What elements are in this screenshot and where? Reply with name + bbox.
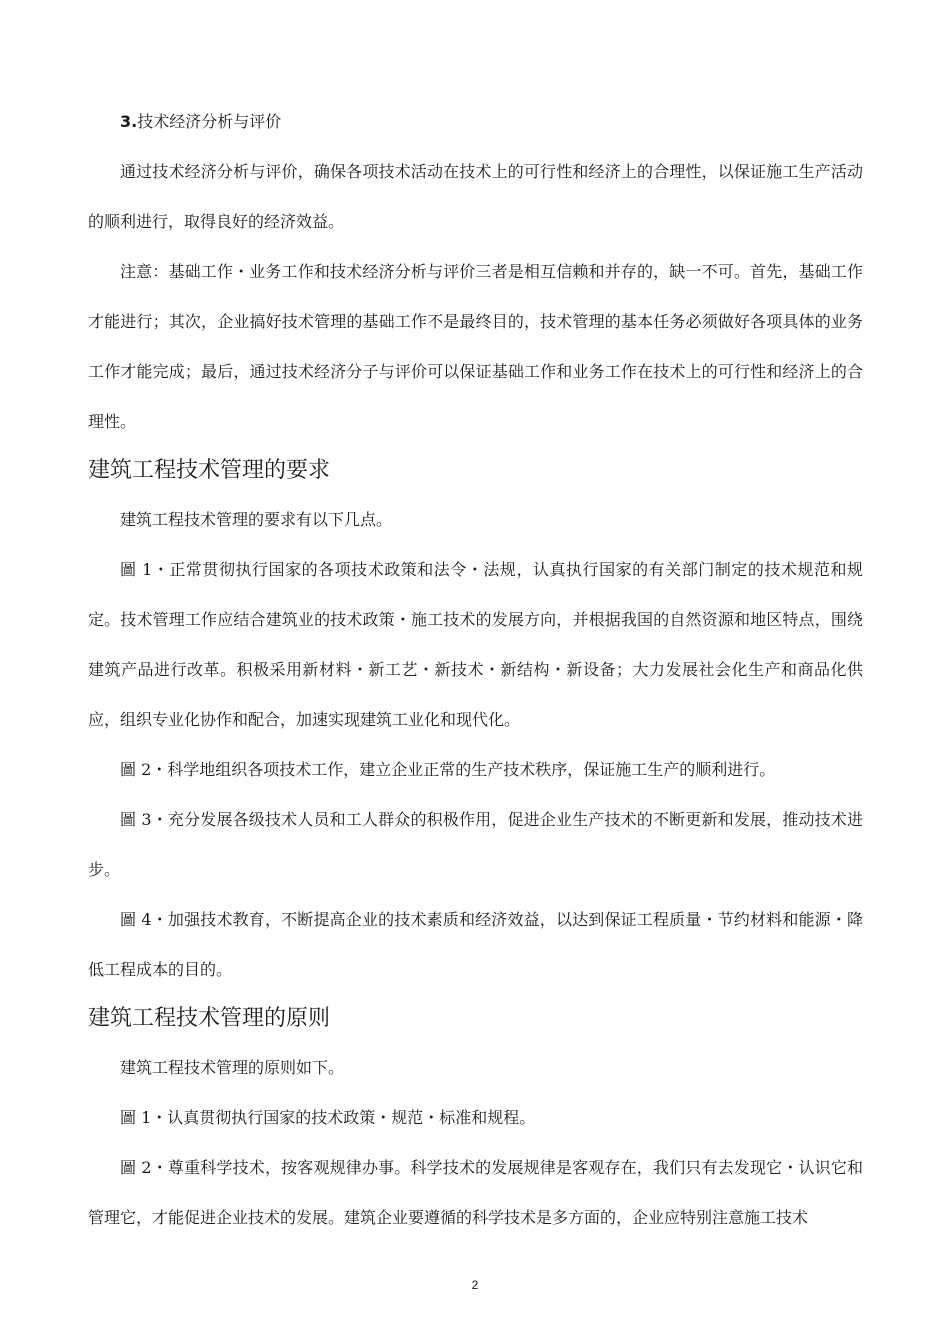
section-3-heading [88,97,863,147]
requirement-item-3: 圖 3・充分发展各级技术人员和工人群众的积极作用，促进企业生产技术的不断更新和发展，推动技术进步。 [88,810,863,879]
page-content [88,97,863,1243]
requirement-item-1: 圖 1・正常贯彻执行国家的各项技术政策和法令・法规，认真执行国家的有关部门制定的技术规范和规定。技术管理工作应结合建筑业的技术政策・施工技术的发展方向，并根据我国的自然资源和地区特点，围绕建筑产品进行改革。积极采用新材料・新工艺・新技术・新结构・新设备；大力发展社会化生产和商品化供应，组织专业化协作和配合，加速实现建筑工业化和现代化。 [88,560,863,729]
principles-intro: 建筑工程技术管理的原则如下。 [120,1058,345,1077]
principles-heading: 建筑工程技术管理的原则 [88,1006,331,1031]
section-title: 技术经济分析与评价 [137,112,282,131]
requirement-item-2: 圖 2・科学地组织各项技术工作，建立企业正常的生产技术秩序，保证施工生产的顺利进行。 [120,760,776,779]
principle-item-2: 圖 2・尊重科学技术，按客观规律办事。科学技术的发展规律是客观存在，我们只有去发现它・认识它和管理它，才能促进企业技术的发展。建筑企业要遵循的科学技术是多方面的，企业应特别注意施工技术 [88,1158,863,1227]
page-number: 2 [471,1278,479,1292]
note-paragraph: 注意：基础工作・业务工作和技术经济分析与评价三者是相互信赖和并存的，缺一不可。首先，基础工作才能进行；其次，企业搞好技术管理的基础工作不是最终目的，技术管理的基本任务必须做好各项具体的业务工作才能完成；最后，通过技术经济分子与评价可以保证基础工作和业务工作在技术上的可行性和经济上的合理性。 [88,262,863,431]
paragraph: 通过技术经济分析与评价，确保各项技术活动在技术上的可行性和经济上的合理性，以保证施工生产活动的顺利进行，取得良好的经济效益。 [88,162,863,231]
requirement-item-4: 圖 4・加强技术教育，不断提高企业的技术素质和经济效益，以达到保证工程质量・节约材料和能源・降低工程成本的目的。 [88,910,863,979]
principle-item-1: 圖 1・认真贯彻执行国家的技术政策・规范・标准和规程。 [120,1108,536,1127]
section-number: 3. [120,112,138,131]
requirements-heading: 建筑工程技术管理的要求 [88,458,331,483]
requirements-intro: 建筑工程技术管理的要求有以下几点。 [120,510,393,529]
